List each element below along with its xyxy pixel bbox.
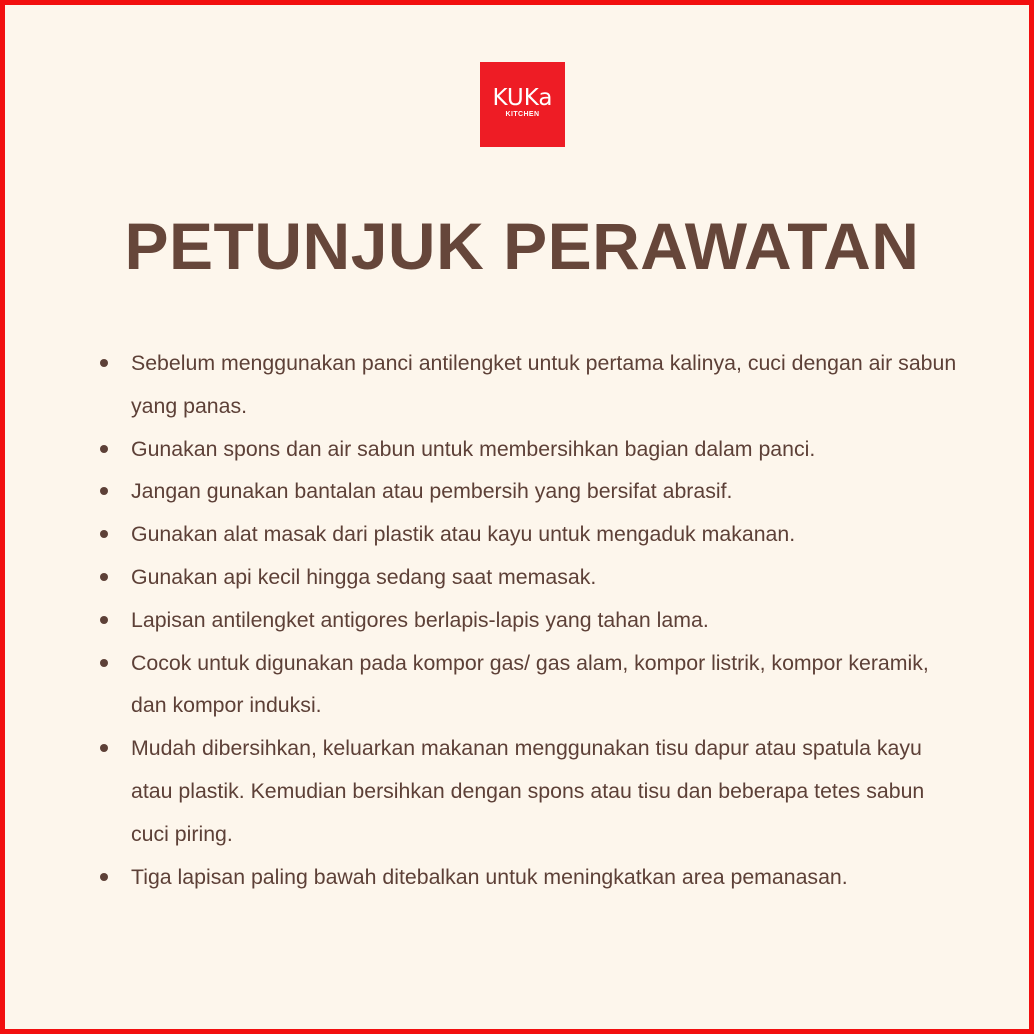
logo-brand-text: KUKa xyxy=(492,85,553,111)
kuka-kitchen-logo xyxy=(480,62,565,147)
bullet-icon xyxy=(100,744,108,752)
tip-text: Jangan gunakan bantalan atau pembersih yang bersifat abrasif. xyxy=(131,479,733,504)
list-item xyxy=(97,856,967,899)
bullet-icon xyxy=(100,616,108,624)
tip-text: Gunakan spons dan air sabun untuk membersihkan bagian dalam panci. xyxy=(131,436,816,461)
care-tips-list xyxy=(97,342,967,898)
list-item xyxy=(97,428,967,471)
bullet-icon xyxy=(100,487,108,495)
list-item xyxy=(97,642,967,728)
tip-text: Cocok untuk digunakan pada kompor gas/ gas alam, kompor listrik, kompor keramik, dan kompor induksi. xyxy=(131,650,929,718)
bullet-icon xyxy=(100,573,108,581)
tip-text: Gunakan alat masak dari plastik atau kayu untuk mengaduk makanan. xyxy=(131,522,796,547)
tip-text: Lapisan antilengket antigores berlapis-lapis yang tahan lama. xyxy=(131,607,709,632)
bullet-icon xyxy=(100,873,108,881)
page-title: PETUNJUK PERAWATAN xyxy=(124,209,920,283)
tip-text: Tiga lapisan paling bawah ditebalkan untuk meningkatkan area pemanasan. xyxy=(131,864,848,889)
list-item xyxy=(97,556,967,599)
list-item xyxy=(97,342,967,428)
bullet-icon xyxy=(100,659,108,667)
logo-sub-text: KITCHEN xyxy=(505,111,540,118)
list-item xyxy=(97,470,967,513)
list-item xyxy=(97,599,967,642)
bullet-icon xyxy=(100,530,108,538)
tip-text: Sebelum menggunakan panci antilengket untuk pertama kalinya, cuci dengan air sabun yang panas. xyxy=(131,351,957,418)
tip-text: Mudah dibersihkan, keluarkan makanan menggunakan tisu dapur atau spatula kayu atau plastik. Kemudian bersihkan dengan spons atau tisu dan beberapa tetes sabun cuci piring. xyxy=(131,736,925,846)
list-item xyxy=(97,513,967,556)
list-item xyxy=(97,727,967,855)
bullet-icon xyxy=(100,445,108,453)
tip-text: Gunakan api kecil hingga sedang saat memasak. xyxy=(131,564,597,589)
bullet-icon xyxy=(100,359,108,367)
